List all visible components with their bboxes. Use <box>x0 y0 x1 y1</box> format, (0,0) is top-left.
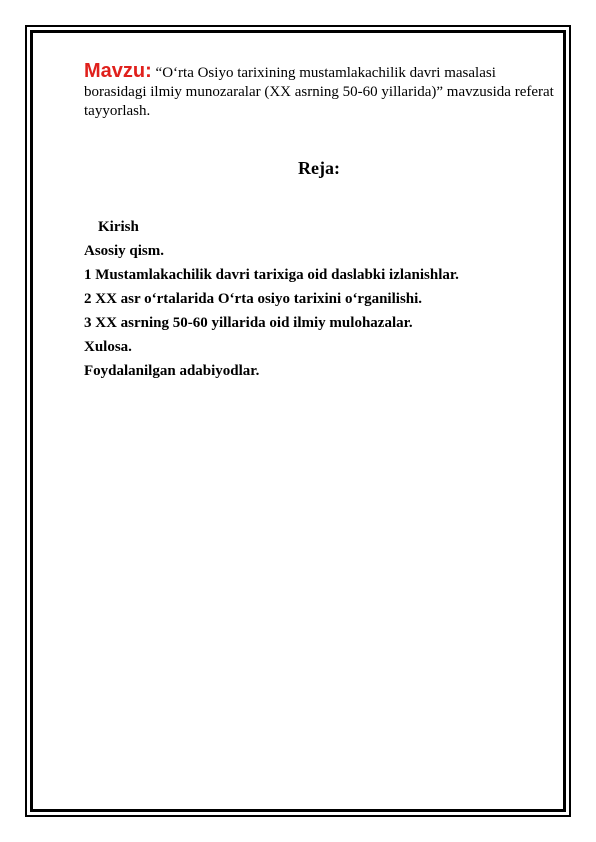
topic-text: “O‘rta Osiyo tarixining mustamlakachilik davri masalasi borasidagi ilmiy munozaralar (XX asrning 50-60 yillarida)” mavzusida referat tayyorlash. <box>84 65 554 119</box>
topic-label: Mavzu: <box>84 60 152 82</box>
plan-item-section-1: 1 Mustamlakachilik davri tarixiga oid daslabki izlanishlar. <box>84 267 459 283</box>
document-body <box>84 60 554 379</box>
plan-item-main-part: Asosiy qism. <box>84 243 165 259</box>
plan-item-section-2: 2 XX asr o‘rtalarida O‘rta osiyo tarixini o‘rganilishi. <box>84 291 423 307</box>
topic-paragraph <box>84 62 554 121</box>
plan-title: Reja: <box>298 158 340 178</box>
plan-item-conclusion: Xulosa. <box>84 339 132 355</box>
plan-list <box>84 215 459 383</box>
plan-item-section-3: 3 XX asrning 50-60 yillarida oid ilmiy mulohazalar. <box>84 315 413 331</box>
plan-item-references: Foydalanilgan adabiyodlar. <box>84 363 260 379</box>
page-border-inner <box>30 30 566 812</box>
plan-item-introduction: Kirish <box>98 219 139 235</box>
